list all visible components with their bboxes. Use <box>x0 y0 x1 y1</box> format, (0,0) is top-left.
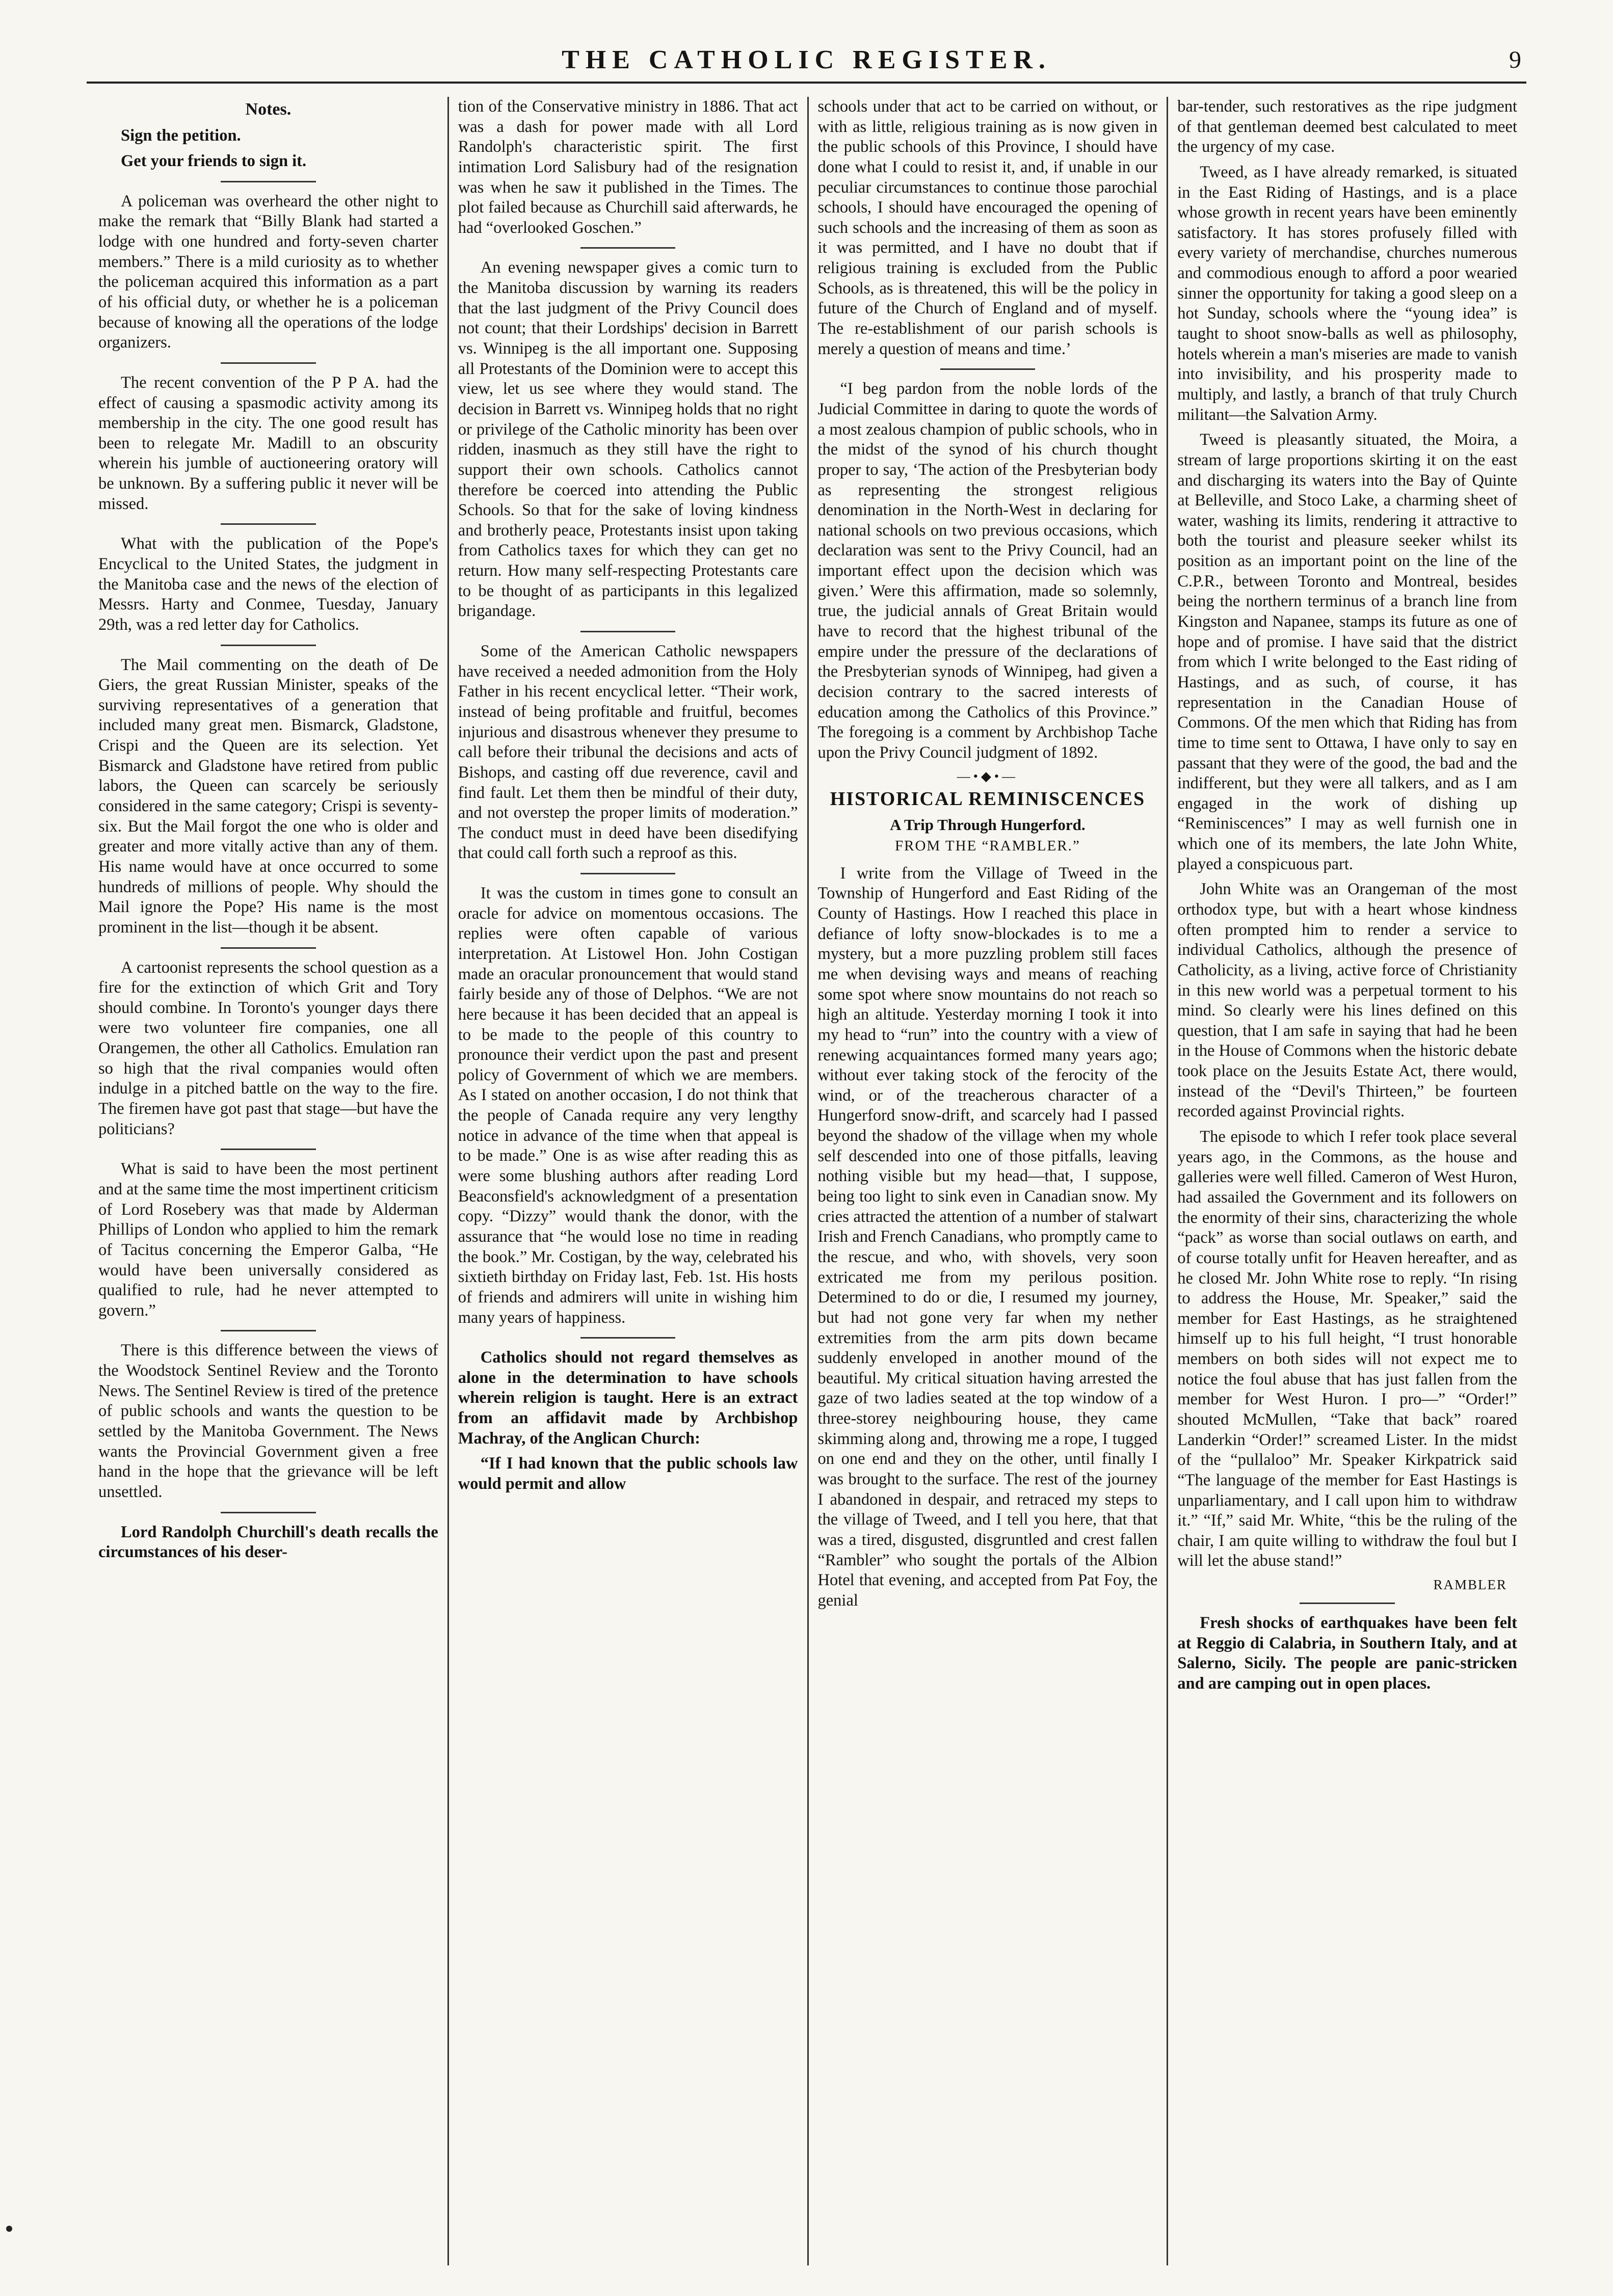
article-paragraph: I write from the Village of Tweed in the Township of Hungerford and East Riding of the County of Hastings. How I reached this place in defiance of lofty snow-blockades is to me a mystery, but a more puzzling problem still faces me when devising ways and means of reaching some spot where snow mountains do not reach so high an altitude. Yesterday morning I took it into my head to “run” into the country with a view of renewing acquaintances formed many years ago; without ever taking stock of the ferocity of the wind, or of the treacherous character of a Hungerford snow-drift, and scarcely had I passed beyond the shadow of the village when my whole self descended into one of those pitfalls, leaving nothing visible but my head—that, I suppose, being too light to sink even in Canadian snow. My cries attracted the attention of a number of stalwart Irish and French Canadians, who promptly came to the rescue, and who, with shovels, very soon extricated me from my perilous position. Determined to do or die, I resumed my journey, but had not gone very far when my nether extremities from the arm pits down became suddenly enveloped in another mound of the beautiful. My critical situation having arrested the gaze of two ladies seated at the top window of a three-storey neighbouring house, they came skimming along and, throwing me a rope, I tugged on one end and they on the other, until finally I was brought to the surface. The rest of the journey I abandoned in despair, and retraced my steps to the village of Tweed, and I tell you here, that that was a tired, disgusted, disgruntled and crest fallen “Rambler” who sought the portals of the Albion Hotel that evening, and accepted from Pat Foy, the genial <box>817 864 1158 1610</box>
section-heading-reminiscences: HISTORICAL REMINISCENCES <box>830 788 1146 810</box>
divider <box>580 873 676 874</box>
divider <box>221 181 316 182</box>
article-paragraph: An evening newspaper gives a comic turn to the Manitoba discussion by warning its readers that the last judgment of the Privy Council does not count; that their Lordships' decision in Barrett vs. Winnipeg is the all important one. Supposing all Protestants of the Dominion were to accept this view, let us see where they would stand. The decision in Barrett vs. Winnipeg holds that no right or privilege of the Catholic minority has been over ridden, inasmuch as they still have the right to support their own schools. Catholics cannot therefore be coerced into attending the Public Schools. So that for the sake of loving kindness and brotherly peace, Protestants insist upon taking from Catholics taxes for which they can get no return. How many self-respecting Protestants care to be thought of as participants in this legalized brigandage. <box>458 258 798 621</box>
article-paragraph: Some of the American Catholic newspapers have received a needed admonition from the Holy Father in his recent encyclical letter. “Their work, instead of being profitable and fruitful, becomes injurious and disastrous whenever they presume to call before their tribunal the decisions and acts of Bishops, and casting off due reverence, cavil and find fault. Let them then be mindful of their duty, and not overstep the proper limits of moderation.” The conduct must in deed have been disedifying that could call forth such a reproof as this. <box>458 642 798 863</box>
article-paragraph: The episode to which I refer took place several years ago, in the Commons, as the house and galleries were well filled. Cameron of West Huron, had assailed the Government and its followers on the enormity of their sins, characterizing the whole “pack” as worse than social outlaws on earth, and of course totally unfit for Heaven hereafter, and as he closed Mr. John White rose to reply. “In rising to address the House, Mr. Speaker,” said the member for East Hastings, as he straightened himself up to his full height, “I trust honorable members on both sides will not expect me to notice the foul abuse that has just fallen from the member for West Huron. I pro—” “Order!” shouted McMullen, “Take that back” roared Landerkin “Order!” screamed Lister. In the midst of the “pullaloo” Mr. Speaker Kirkpatrick said “The language of the member for East Hastings is unparliamentary, and I call upon him to withdraw it.” “If,” said Mr. White, “this be the ruling of the chair, I am quite willing to withdraw the foul but I will let the abuse stand!” <box>1177 1128 1517 1570</box>
article-paragraph: What with the publication of the Pope's Encyclical to the United States, the judgment in the Manitoba case and the news of the election of Messrs. Harty and Conmee, Tuesday, January 29th, was a red letter day for Catholics. <box>98 535 438 634</box>
divider <box>1300 1603 1395 1604</box>
page-header <box>92 45 1521 75</box>
divider <box>580 1337 676 1339</box>
article-paragraph: Tweed is pleasantly situated, the Moira, a stream of large proportions skirting it on the east and discharging its waters into the Bay of Quinte at Belleville, and Stoco Lake, a charming sheet of water, washing its limits, rendering it attractive to both the tourist and pleasure seeker whilst its position as an important point on the line of the C.P.R., between Toronto and Montreal, besides being the northern terminus of a branch line from Kingston and Napanee, stamps its future as one of hope and of promise. I have said that the district from which I write belonged to the East riding of Hastings, and as such, of course, it has representation in the Canadian House of Commons. Of the men which that Riding has from time to time sent to Ottawa, I have only to say en passant that they were of the good, the bad and the indifferent, but they were all talkers, and as I am engaged in the work of dishing up “Reminiscences” I may as well furnish one in which one of its members, the late John White, played a conspicuous part. <box>1177 431 1517 873</box>
column-2 <box>447 97 807 2265</box>
article-paragraph: “I beg pardon from the noble lords of the Judicial Committee in daring to quote the words of a most zealous champion of public schools, who in the midst of the synod of his church thought proper to say, ‘The action of the Presbyterian body as representing the strongest religious denomination in the North-West in declaring for national schools on two previous occasions, which declaration was sent to the Privy Council, had an important effect upon the decision which was given.’ Were this affirmation, made so solemnly, true, the judicial annals of Great Britain would have to record that the highest tribunal of the empire under the pressure of the declarations of the Presbyterian synods of Winnipeg, had given a decision contrary to the sacred interests of education among the Catholics of this Province.” The foregoing is a comment by Archbishop Tache upon the Privy Council judgment of 1892. <box>817 380 1158 762</box>
article-byline: FROM THE “RAMBLER.” <box>895 838 1080 855</box>
masthead: THE CATHOLIC REGISTER. <box>562 45 1051 74</box>
column-4 <box>1167 97 1526 2265</box>
divider <box>580 631 676 632</box>
article-paragraph: Fresh shocks of earthquakes have been felt at Reggio di Calabria, in Southern Italy, and at Salerno, Sicily. The people are panic-stricken and are camping out in open places. <box>1177 1614 1517 1693</box>
article-paragraph: There is this difference between the views of the Woodstock Sentinel Review and the Toronto News. The Sentinel Review is tired of the pretence of public schools and wants the question to be settled by the Manitoba Government. The News wants the Provincial Government given a free hand in the hope that the grievance will be left unsettled. <box>98 1341 438 1501</box>
divider <box>221 1330 316 1331</box>
ornament-divider: —•◆•— <box>957 768 1018 784</box>
article-paragraph: Sign the petition. <box>121 126 241 145</box>
page-number: 9 <box>1509 46 1521 73</box>
article-paragraph: The Mail commenting on the death of De Giers, the great Russian Minister, speaks of the surviving representatives of a generation that included many great men. Bismarck, Gladstone, Crispi and the Queen are its selection. Yet Bismarck and Gladstone have retired from public labors, the Queen can scarcely be seriously considered in the same category; Crispi is seventy-six. But the Mail forgot the one who is older and greater and more vitally active than any of them. His name would have at once occurred to some hundreds of millions of people. Why should the Mail ignore the Pope? His name is the most prominent in the list—though it be absent. <box>98 655 438 937</box>
column-1 <box>89 97 447 2265</box>
article-paragraph: Tweed, as I have already remarked, is situated in the East Riding of Hastings, and is a place whose growth in recent years have been eminently satisfactory. It has stores profusely filled with every variety of merchandise, churches numerous and commodious enough to afford a poor wearied sinner the opportunity for taking a good sleep on a hot Sunday, schools where the “young idea” is taught to shoot snow-balls as well as philosophy, hotels wherein a man's miseries are made to vanish into invisibility, and his prosperity made to multiply, and lastly, a branch of that truly Church militant—the Salvation Army. <box>1177 163 1517 424</box>
divider <box>221 645 316 646</box>
divider <box>940 368 1036 370</box>
article-subheading: A Trip Through Hungerford. <box>890 815 1086 834</box>
divider <box>221 1512 316 1513</box>
article-paragraph: The recent convention of the P P A. had the effect of causing a spasmodic activity among its membership in the city. The one good result has been to relegate Mr. Madill to an obscurity wherein his jumble of auctioneering oratory will be unknown. By a suffering public it never will be missed. <box>98 373 438 513</box>
article-paragraph: A cartoonist represents the school question as a fire for the extinction of which Grit and Tory should combine. In Toronto's younger days there were two volunteer fire companies, one all Orangemen, the other all Catholics. Emulation ran so high that the rival companies would often indulge in a pitched battle on the way to the fire. The firemen have got past that stage—but have the politicians? <box>98 958 438 1138</box>
article-paragraph: bar-tender, such restoratives as the ripe judgment of that gentleman deemed best calculated to meet the urgency of my case. <box>1177 97 1517 156</box>
divider <box>221 1149 316 1150</box>
header-rule <box>87 82 1526 84</box>
article-paragraph: “If I had known that the public schools law would permit and allow <box>458 1454 798 1493</box>
article-paragraph: A policeman was overheard the other night to make the remark that “Billy Blank had started a lodge with one hundred and forty-seven charter members.” There is a mild curiosity as to whether the policeman acquired this information as a part of his official duty, or whether he is a policeman because of knowing all the operations of the lodge organizers. <box>98 192 438 352</box>
margin-dot <box>6 2226 12 2232</box>
article-paragraph: tion of the Conservative ministry in 1886. That act was a dash for power made with all Lord Randolph's characteristic spirit. The first intimation Lord Salisbury had of the resignation was when he saw it published in the Times. The plot failed because as Churchill said afterwards, he had “overlooked Goschen.” <box>458 97 798 237</box>
section-heading-notes: Notes. <box>245 100 292 119</box>
divider <box>221 947 316 949</box>
divider <box>221 362 316 364</box>
article-paragraph: What is said to have been the most pertinent and at the same time the most impertinent criticism of Lord Rosebery was that made by Alderman Phillips of London who applied to him the remark of Tacitus concerning the Emperor Galba, “He would have been universally considered as qualified to rule, had he never attempted to govern.” <box>98 1160 438 1320</box>
article-paragraph: It was the custom in times gone to consult an oracle for advice on momentous occasions. The replies were often capable of various interpretation. At Listowel Hon. John Costigan made an oracular pronouncement that would stand fairly beside any of those of Delphos. “We are not here because it has been decided that an appeal is to be made to the people of this country to pronounce their verdict upon the past and present policy of Government of which we are members. As I stated on another occasion, I do not think that the people of Canada require any very lengthy notice in advance of the time when that appeal is to be made.” One is as wise after reading this as were some blushing authors after reading Lord Beaconsfield's acknowledgment of a presentation copy. “Dizzy” would thank the donor, with the assurance that “he would lose no time in reading the book.” Mr. Costigan, by the way, celebrated his sixtieth birthday on Friday last, Feb. 1st. His hosts of friends and admirers will unite in wishing him many years of happiness. <box>458 884 798 1327</box>
article-paragraph: schools under that act to be carried on without, or with as little, religious training as is now given in the public schools of this Province, I should have done what I could to resist it, and, if unable in our peculiar circumstances to continue those parochial schools, I should have encouraged the opening of such schools and the increasing of them as soon as it was permitted, and I have no doubt that if religious training is excluded from the Public Schools, as is threatened, this will be the policy in future of the Church of England and of myself. The re-establishment of our parish schools is merely a question of means and time.’ <box>817 97 1158 358</box>
column-3 <box>807 97 1167 2265</box>
article-paragraph: Get your friends to sign it. <box>121 152 307 171</box>
article-paragraph: Lord Randolph Churchill's death recalls the circumstances of his deser- <box>98 1523 438 1562</box>
article-paragraph: John White was an Orangeman of the most orthodox type, but with a heart whose kindness often prompted him to render a service to individual Catholics, although the presence of Catholicity, as a living, active force of Christianity in this new world was a perpetual torment to his mind. So clearly were his lines defined on this question, that I am safe in saying that had he been in the House of Commons when the historic debate took place on the Jesuits Estate Act, there would, instead of the “Devil's Thirteen,” be fourteen recorded against Provincial rights. <box>1177 880 1517 1121</box>
divider <box>580 247 676 249</box>
article-paragraph: Catholics should not regard themselves as alone in the determination to have schools wherein religion is taught. Here is an extract from an affidavit made by Archbishop Machray, of the Anglican Church: <box>458 1348 798 1448</box>
article-signature: RAMBLER <box>1433 1577 1507 1593</box>
columns <box>89 97 1526 2265</box>
divider <box>221 523 316 525</box>
